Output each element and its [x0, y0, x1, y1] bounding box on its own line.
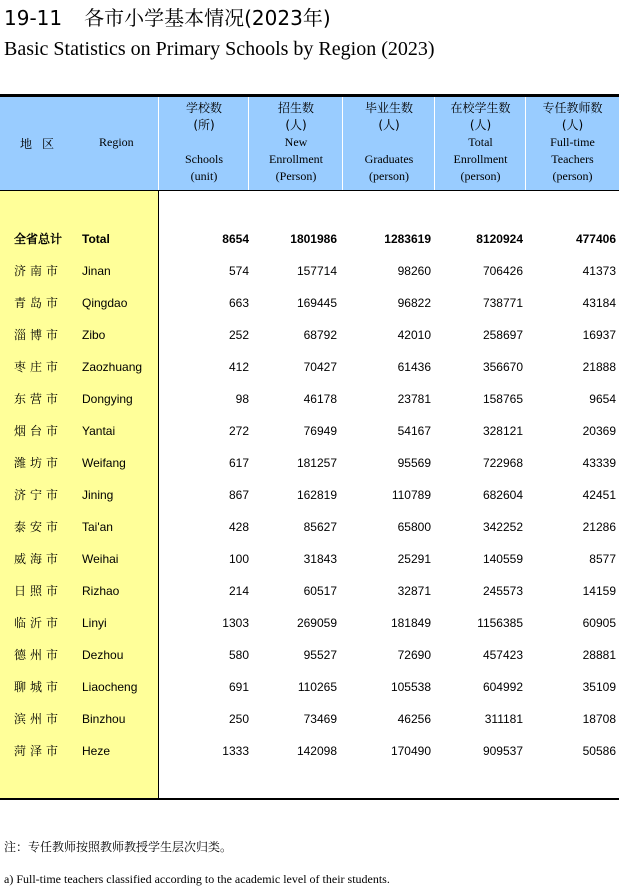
cell-value: 245573 — [482, 584, 523, 598]
cell-value: 574 — [228, 264, 249, 278]
cell-value: 181849 — [390, 616, 431, 630]
cell-value: 46256 — [397, 712, 431, 726]
note-en: a) Full-time teachers classified according to the academic level of their students. — [4, 872, 390, 886]
region-name-cn: 枣庄市 — [14, 360, 63, 374]
region-name-en: Qingdao — [82, 296, 128, 310]
note-cn: 注：专任教师按照教师教授学生层次归类。 — [4, 840, 233, 854]
cell-value: 250 — [228, 712, 249, 726]
table-row — [0, 453, 619, 473]
header-en-line: Full-time — [550, 135, 595, 149]
header-en-label — [435, 134, 526, 185]
header-en-line: Enrollment — [453, 152, 508, 166]
cell-value: 691 — [228, 680, 249, 694]
header-cn-label — [249, 100, 343, 134]
cell-value: 1333 — [222, 744, 249, 758]
cell-value: 98260 — [397, 264, 431, 278]
region-name-en: Jinan — [82, 264, 111, 278]
table-row — [0, 741, 619, 761]
header-en-line: Schools — [184, 152, 223, 166]
cell-value: 42451 — [582, 488, 616, 502]
region-name-en: Liaocheng — [82, 680, 138, 694]
cell-value: 412 — [228, 360, 249, 374]
cell-value: 428 — [228, 520, 249, 534]
header-en-label — [343, 151, 435, 185]
cell-value: 60517 — [303, 584, 337, 598]
header-cn-title: 招生数 — [277, 101, 314, 115]
cell-value: 21286 — [582, 520, 616, 534]
region-name-cn: 济南市 — [14, 264, 63, 278]
cell-value: 95569 — [397, 456, 431, 470]
region-name-cn: 全省总计 — [14, 232, 63, 246]
cell-value: 98 — [235, 392, 249, 406]
header-column-5 — [526, 97, 619, 190]
region-name-cn: 滨州市 — [14, 712, 63, 726]
region-name-cn: 东营市 — [14, 392, 63, 406]
header-en-line: New — [284, 135, 308, 149]
cell-value: 457423 — [482, 648, 523, 662]
cell-value: 1303 — [222, 616, 249, 630]
header-column-4 — [435, 97, 526, 190]
region-name-cn: 潍坊市 — [14, 456, 63, 470]
cell-value: 18708 — [582, 712, 616, 726]
cell-value: 50586 — [582, 744, 616, 758]
cell-value: 1156385 — [477, 616, 523, 630]
cell-value: 158765 — [482, 392, 523, 406]
header-cn-unit: (所) — [193, 118, 215, 132]
cell-value: 272 — [228, 424, 249, 438]
header-column-1 — [159, 97, 249, 190]
cell-value: 663 — [228, 296, 249, 310]
table-row — [0, 677, 619, 697]
cell-value: 65800 — [397, 520, 431, 534]
region-name-en: Rizhao — [82, 584, 120, 598]
cell-value: 31843 — [303, 552, 337, 566]
region-name-cn: 菏泽市 — [14, 744, 63, 758]
header-en-label — [526, 134, 619, 185]
header-cn-title: 毕业生数 — [364, 101, 413, 115]
header-cn-label — [526, 100, 619, 134]
header-cn-title: 学校数 — [185, 101, 222, 115]
cell-value: 169445 — [296, 296, 337, 310]
region-name-en: Heze — [82, 744, 111, 758]
table-row — [0, 293, 619, 313]
cell-value: 706426 — [482, 264, 523, 278]
header-column-separator — [158, 97, 159, 190]
region-name-en: Dongying — [82, 392, 133, 406]
table-row — [0, 645, 619, 665]
cell-value: 61436 — [397, 360, 431, 374]
cell-value: 214 — [228, 584, 249, 598]
cell-value: 110265 — [297, 680, 337, 694]
cell-value: 8120924 — [476, 232, 523, 246]
region-name-cn: 德州市 — [14, 648, 63, 662]
table-row — [0, 613, 619, 633]
cell-value: 181257 — [296, 456, 337, 470]
header-cn-unit: (人) — [561, 118, 584, 132]
header-column-2 — [249, 97, 343, 190]
cell-value: 43184 — [582, 296, 616, 310]
cell-value: 100 — [228, 552, 249, 566]
region-name-en: Jining — [82, 488, 114, 502]
cell-value: 8577 — [589, 552, 616, 566]
table-row — [0, 581, 619, 601]
cell-value: 9654 — [589, 392, 616, 406]
table-title-cn — [4, 6, 331, 30]
table-row — [0, 389, 619, 409]
cell-value: 867 — [228, 488, 249, 502]
header-cn-unit: (人) — [285, 118, 307, 132]
region-name-en: Binzhou — [82, 712, 126, 726]
region-name-cn: 青岛市 — [14, 296, 63, 310]
region-name-cn: 烟台市 — [14, 424, 63, 438]
region-name-cn: 淄博市 — [14, 328, 63, 342]
cell-value: 95527 — [303, 648, 337, 662]
cell-value: 170490 — [390, 744, 431, 758]
cell-value: 60905 — [582, 616, 616, 630]
region-name-cn: 威海市 — [14, 552, 63, 566]
region-name-en: Linyi — [82, 616, 107, 630]
header-cn-label — [343, 100, 435, 134]
table-title-en: Basic Statistics on Primary Schools by Region (2023) — [4, 38, 435, 60]
cell-value: 722968 — [482, 456, 523, 470]
cell-value: 738771 — [482, 296, 523, 310]
bottom-rule — [0, 798, 619, 800]
cell-value: 85627 — [303, 520, 337, 534]
cell-value: 110789 — [391, 488, 431, 502]
cell-value: 682604 — [482, 488, 523, 502]
region-name-en: Zaozhuang — [82, 360, 143, 374]
cell-value: 73469 — [303, 712, 337, 726]
header-cn-title: 在校学生数 — [450, 101, 511, 115]
cell-value: 54167 — [397, 424, 431, 438]
header-cn-unit: (人) — [469, 118, 492, 132]
cell-value: 580 — [228, 648, 249, 662]
cell-value: 76949 — [303, 424, 337, 438]
header-en-line: Total — [468, 135, 493, 149]
region-name-en: Dezhou — [82, 648, 124, 662]
cell-value: 32871 — [397, 584, 431, 598]
region-name-en: Tai'an — [82, 520, 113, 534]
table-row — [0, 709, 619, 729]
cell-value: 1283619 — [384, 232, 431, 246]
cell-value: 43339 — [582, 456, 616, 470]
cell-value: 142098 — [296, 744, 337, 758]
cell-value: 342252 — [482, 520, 523, 534]
header-cn-unit: (人) — [378, 118, 400, 132]
cell-value: 909537 — [482, 744, 523, 758]
region-name-en: Weihai — [82, 552, 119, 566]
region-name-en: Weifang — [82, 456, 126, 470]
region-name-cn: 临沂市 — [14, 616, 63, 630]
header-en-line: Graduates — [364, 152, 414, 166]
cell-value: 252 — [228, 328, 249, 342]
header-en-label — [249, 134, 343, 185]
cell-value: 46178 — [303, 392, 337, 406]
cell-value: 72690 — [397, 648, 431, 662]
header-en-line: (unit) — [190, 169, 218, 183]
header-column-separator — [248, 97, 249, 190]
cell-value: 356670 — [482, 360, 523, 374]
cell-value: 25291 — [397, 552, 431, 566]
cell-value: 28881 — [582, 648, 616, 662]
region-name-en: Zibo — [82, 328, 106, 342]
cell-value: 70427 — [303, 360, 337, 374]
cell-value: 23781 — [397, 392, 431, 406]
title-cn-text: 各市小学基本情况(2023年) — [84, 6, 331, 30]
cell-value: 269059 — [296, 616, 337, 630]
header-column-3 — [343, 97, 435, 190]
header-cn-label — [159, 100, 249, 134]
cell-value: 20369 — [582, 424, 616, 438]
cell-value: 477406 — [575, 232, 616, 246]
header-en-line: (person) — [552, 169, 593, 183]
table-row — [0, 357, 619, 377]
table-row — [0, 325, 619, 345]
header-en-line: Enrollment — [269, 152, 323, 166]
cell-value: 328121 — [482, 424, 523, 438]
cell-value: 311181 — [484, 712, 523, 726]
cell-value: 35109 — [582, 680, 616, 694]
region-name-cn: 济宁市 — [14, 488, 63, 502]
cell-value: 258697 — [482, 328, 523, 342]
region-name-en: Total — [82, 232, 110, 246]
header-en-line: Teachers — [551, 152, 594, 166]
cell-value: 157714 — [296, 264, 337, 278]
cell-value: 16937 — [582, 328, 616, 342]
header-en-line: (person) — [460, 169, 501, 183]
cell-value: 42010 — [397, 328, 431, 342]
table-number: 19-11 — [4, 6, 63, 30]
header-region-cn: 地区 — [20, 137, 65, 151]
header-region-en: Region — [99, 135, 134, 149]
table-row — [0, 517, 619, 537]
header-en-line: (person) — [369, 169, 409, 183]
header-cn-title: 专任教师数 — [542, 101, 603, 115]
cell-value: 162819 — [296, 488, 337, 502]
table-row — [0, 485, 619, 505]
region-name-en: Yantai — [82, 424, 116, 438]
table-row — [0, 421, 619, 441]
region-name-cn: 日照市 — [14, 584, 63, 598]
cell-value: 8654 — [222, 232, 249, 246]
cell-value: 96822 — [397, 296, 431, 310]
cell-value: 41373 — [582, 264, 616, 278]
header-column-separator — [525, 97, 526, 190]
cell-value: 1801986 — [290, 232, 337, 246]
cell-value: 14159 — [582, 584, 616, 598]
table-row — [0, 549, 619, 569]
header-en-label — [159, 151, 249, 185]
cell-value: 68792 — [303, 328, 337, 342]
table-row — [0, 261, 619, 281]
cell-value: 21888 — [582, 360, 616, 374]
cell-value: 617 — [228, 456, 249, 470]
region-name-cn: 聊城市 — [14, 680, 63, 694]
cell-value: 140559 — [482, 552, 523, 566]
header-column-separator — [342, 97, 343, 190]
header-en-line: (Person) — [275, 169, 317, 183]
cell-value: 604992 — [482, 680, 523, 694]
total-row — [0, 229, 619, 249]
cell-value: 105538 — [390, 680, 431, 694]
header-column-separator — [434, 97, 435, 190]
region-name-cn: 泰安市 — [14, 520, 63, 534]
table-header — [0, 97, 619, 190]
header-cn-label — [435, 100, 526, 134]
